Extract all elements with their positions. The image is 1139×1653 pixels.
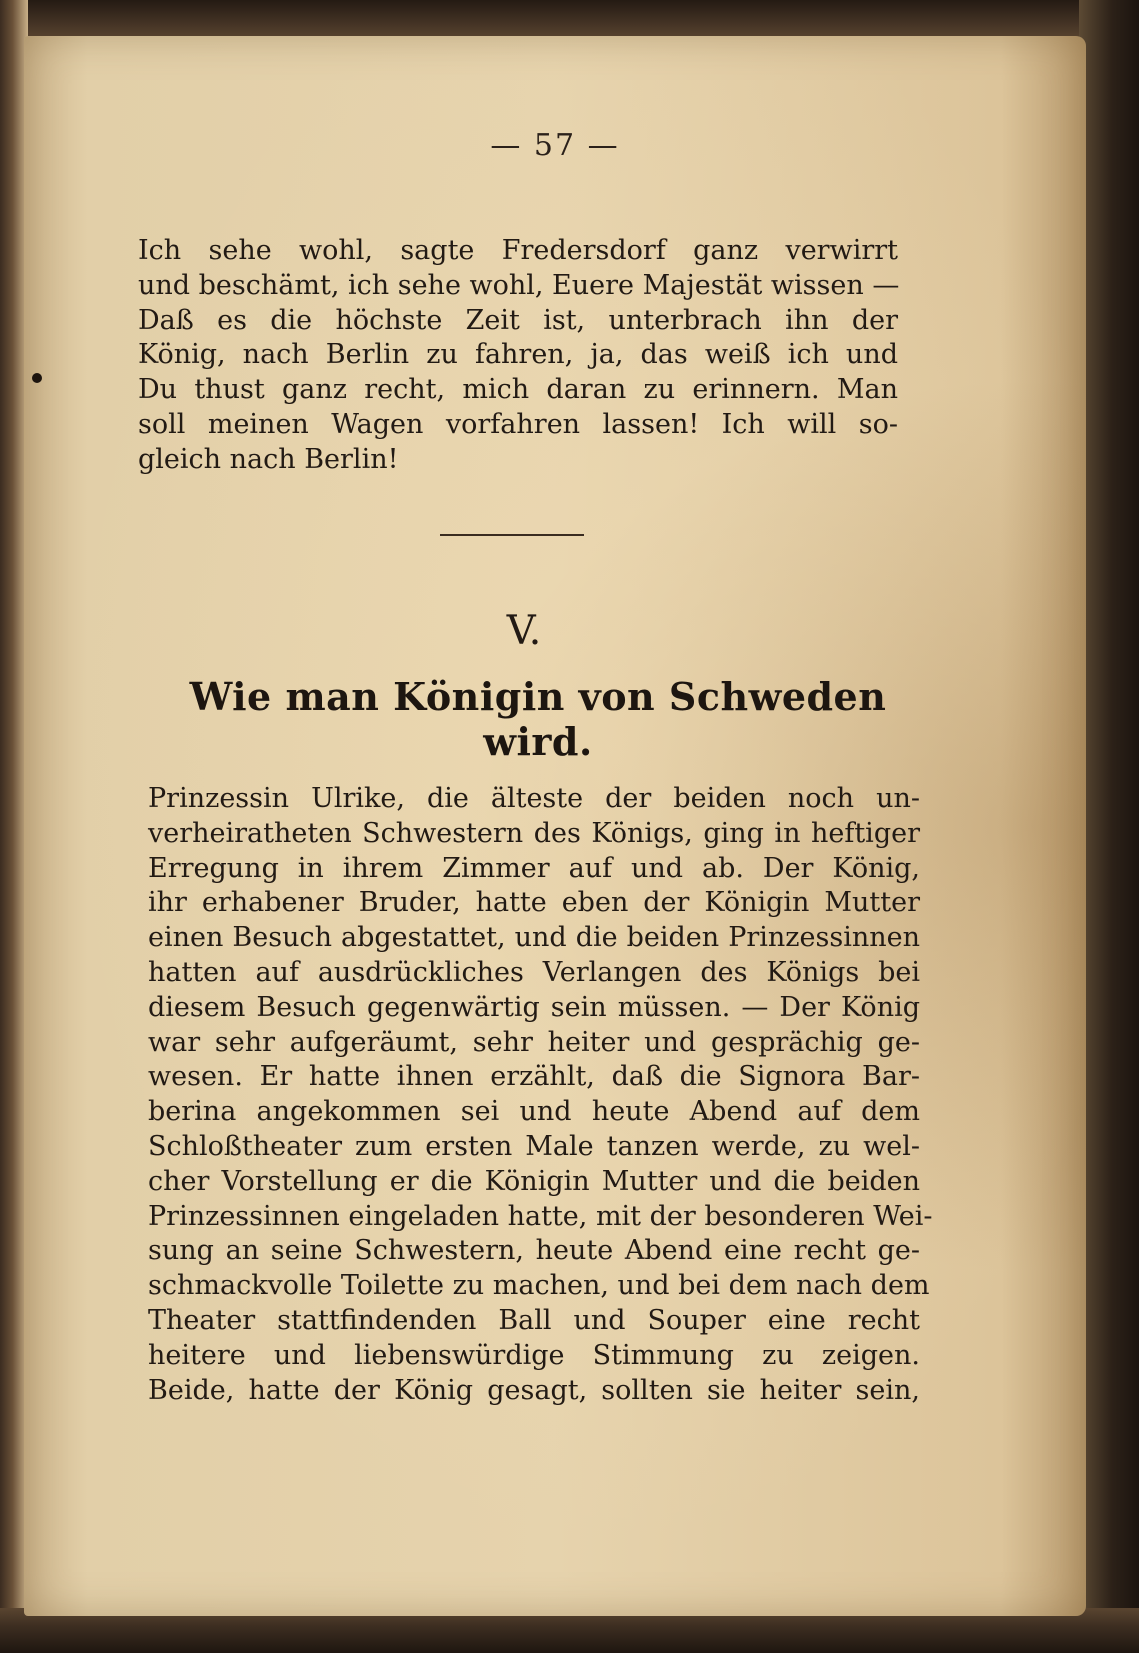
chapter-title: Wie man Königin von Schweden wird. bbox=[189, 674, 887, 764]
main-paragraph bbox=[148, 782, 933, 1408]
top-paragraph bbox=[138, 234, 898, 478]
text-line: Prinzessinnen eingeladen hatte, mit der besonderen Wei- bbox=[148, 1200, 933, 1232]
book-edge-top bbox=[0, 0, 1139, 40]
text-line: Prinzessin Ulrike, die älteste der beiden noch un- bbox=[148, 783, 920, 814]
text-line: König, nach Berlin zu fahren, ja, das weiß ich und bbox=[138, 339, 898, 371]
chapter-number: V. bbox=[506, 608, 542, 654]
book-page bbox=[24, 36, 1086, 1616]
text-line: hatten auf ausdrückliches Verlangen des Königs bei bbox=[148, 956, 920, 988]
text-line: diesem Besuch gegenwärtig sein müssen. — Der König bbox=[148, 991, 920, 1023]
ink-mark bbox=[32, 373, 42, 383]
text-line: und beschämt, ich sehe wohl, Euere Majestät wissen — bbox=[138, 269, 900, 301]
text-line: gleich nach Berlin! bbox=[138, 443, 399, 475]
text-line: soll meinen Wagen vorfahren lassen! Ich will so- bbox=[138, 408, 898, 440]
text-line: Erregung in ihrem Zimmer auf und ab. Der König, bbox=[148, 852, 920, 884]
book-edge-right bbox=[1079, 0, 1139, 1653]
text-line: Beide, hatte der König gesagt, sollten sie heiter sein, bbox=[148, 1374, 920, 1406]
text-line: Daß es die höchste Zeit ist, unterbrach ihn der bbox=[138, 304, 898, 336]
text-line: heitere und liebenswürdige Stimmung zu zeigen. bbox=[148, 1339, 920, 1371]
text-line: war sehr aufgeräumt, sehr heiter und gesprächig ge- bbox=[148, 1026, 920, 1058]
text-line: cher Vorstellung er die Königin Mutter und die beiden bbox=[148, 1165, 920, 1197]
text-line: Ich sehe wohl, sagte Fredersdorf ganz verwirrt bbox=[138, 235, 898, 266]
text-line: ihr erhabener Bruder, hatte eben der Königin Mutter bbox=[148, 887, 920, 919]
text-line: wesen. Er hatte ihnen erzählt, daß die Signora Bar- bbox=[148, 1061, 920, 1093]
text-line: schmackvolle Toilette zu machen, und bei dem nach dem bbox=[148, 1270, 930, 1302]
section-separator bbox=[440, 534, 584, 536]
text-line: sung an seine Schwestern, heute Abend eine recht ge- bbox=[148, 1235, 920, 1267]
text-line: Schloßtheater zum ersten Male tanzen werde, zu wel- bbox=[148, 1130, 920, 1162]
text-line: einen Besuch abgestattet, und die beiden Prinzessinnen bbox=[148, 922, 920, 954]
text-line: Theater stattfindenden Ball und Souper eine recht bbox=[148, 1304, 920, 1336]
page-number: — 57 — bbox=[490, 128, 620, 163]
text-line: Du thust ganz recht, mich daran zu erinnern. Man bbox=[138, 374, 898, 406]
text-line: verheiratheten Schwestern des Königs, ging in heftiger bbox=[148, 817, 920, 849]
text-line: berina angekommen sei und heute Abend auf dem bbox=[148, 1096, 920, 1128]
